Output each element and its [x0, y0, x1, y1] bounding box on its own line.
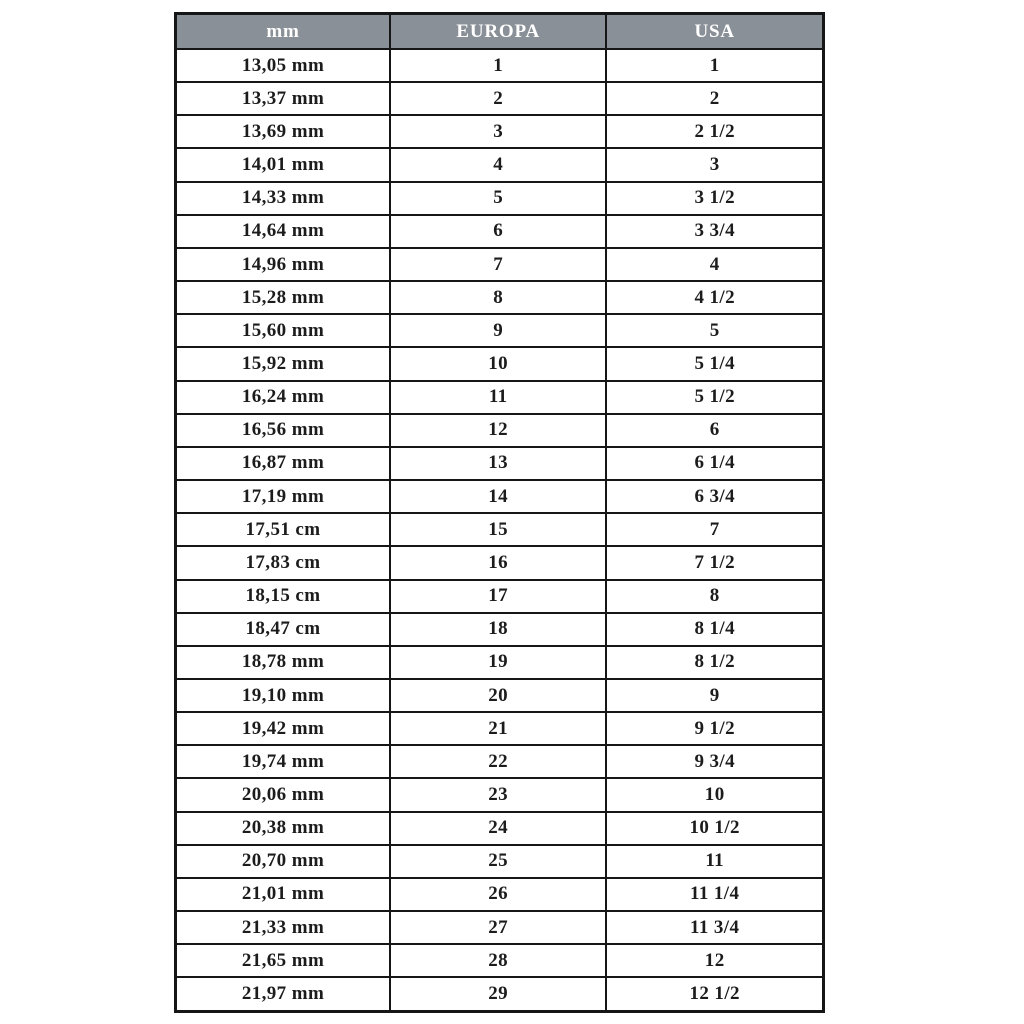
header-cell-europa: EUROPA — [390, 14, 606, 50]
table-row — [176, 381, 824, 414]
cell-mm: 15,92 mm — [176, 347, 390, 380]
table-row — [176, 182, 824, 215]
cell-mm: 13,37 mm — [176, 82, 390, 115]
cell-usa: 2 — [606, 82, 823, 115]
table-row — [176, 347, 824, 380]
table-row — [176, 281, 824, 314]
cell-mm: 19,42 mm — [176, 712, 390, 745]
cell-europa: 19 — [390, 646, 606, 679]
table-row — [176, 944, 824, 977]
cell-europa: 17 — [390, 580, 606, 613]
cell-europa: 12 — [390, 414, 606, 447]
cell-mm: 14,64 mm — [176, 215, 390, 248]
table-row — [176, 878, 824, 911]
cell-europa: 29 — [390, 977, 606, 1011]
cell-usa: 11 — [606, 845, 823, 878]
cell-usa: 6 — [606, 414, 823, 447]
cell-usa: 9 3/4 — [606, 745, 823, 778]
cell-usa: 9 — [606, 679, 823, 712]
cell-europa: 16 — [390, 546, 606, 579]
cell-mm: 21,33 mm — [176, 911, 390, 944]
cell-usa: 12 — [606, 944, 823, 977]
cell-mm: 17,19 mm — [176, 480, 390, 513]
cell-europa: 27 — [390, 911, 606, 944]
cell-usa: 2 1/2 — [606, 115, 823, 148]
cell-usa: 6 3/4 — [606, 480, 823, 513]
cell-usa: 8 1/2 — [606, 646, 823, 679]
cell-europa: 15 — [390, 513, 606, 546]
table-row — [176, 911, 824, 944]
cell-usa: 12 1/2 — [606, 977, 823, 1011]
table-row — [176, 646, 824, 679]
cell-usa: 10 — [606, 778, 823, 811]
cell-mm: 15,60 mm — [176, 314, 390, 347]
cell-usa: 4 1/2 — [606, 281, 823, 314]
cell-europa: 2 — [390, 82, 606, 115]
table-row — [176, 778, 824, 811]
cell-europa: 11 — [390, 381, 606, 414]
cell-usa: 11 3/4 — [606, 911, 823, 944]
header-cell-usa: USA — [606, 14, 823, 50]
cell-europa: 18 — [390, 613, 606, 646]
cell-usa: 11 1/4 — [606, 878, 823, 911]
cell-usa: 1 — [606, 49, 823, 82]
table-row — [176, 414, 824, 447]
cell-europa: 1 — [390, 49, 606, 82]
cell-mm: 20,06 mm — [176, 778, 390, 811]
cell-mm: 21,01 mm — [176, 878, 390, 911]
table-row — [176, 447, 824, 480]
cell-usa: 8 1/4 — [606, 613, 823, 646]
table-row — [176, 679, 824, 712]
cell-usa: 4 — [606, 248, 823, 281]
cell-europa: 5 — [390, 182, 606, 215]
cell-usa: 6 1/4 — [606, 447, 823, 480]
cell-mm: 16,24 mm — [176, 381, 390, 414]
cell-europa: 28 — [390, 944, 606, 977]
cell-usa: 8 — [606, 580, 823, 613]
cell-usa: 3 1/2 — [606, 182, 823, 215]
table-row — [176, 546, 824, 579]
cell-europa: 13 — [390, 447, 606, 480]
table-row — [176, 845, 824, 878]
cell-europa: 8 — [390, 281, 606, 314]
table-row — [176, 613, 824, 646]
cell-europa: 6 — [390, 215, 606, 248]
ring-size-conversion-table — [174, 12, 825, 1013]
cell-usa: 7 1/2 — [606, 546, 823, 579]
cell-mm: 14,96 mm — [176, 248, 390, 281]
table-row — [176, 215, 824, 248]
cell-europa: 23 — [390, 778, 606, 811]
cell-europa: 26 — [390, 878, 606, 911]
cell-mm: 18,15 cm — [176, 580, 390, 613]
table-row — [176, 314, 824, 347]
cell-mm: 13,05 mm — [176, 49, 390, 82]
table-row — [176, 148, 824, 181]
cell-usa: 9 1/2 — [606, 712, 823, 745]
cell-mm: 21,97 mm — [176, 977, 390, 1011]
cell-usa: 10 1/2 — [606, 812, 823, 845]
cell-mm: 21,65 mm — [176, 944, 390, 977]
cell-mm: 16,56 mm — [176, 414, 390, 447]
cell-europa: 24 — [390, 812, 606, 845]
cell-mm: 16,87 mm — [176, 447, 390, 480]
header-row — [176, 14, 824, 50]
table-row — [176, 580, 824, 613]
cell-europa: 22 — [390, 745, 606, 778]
cell-mm: 18,47 cm — [176, 613, 390, 646]
cell-mm: 17,51 cm — [176, 513, 390, 546]
cell-europa: 3 — [390, 115, 606, 148]
cell-mm: 19,10 mm — [176, 679, 390, 712]
cell-usa: 5 1/4 — [606, 347, 823, 380]
table-row — [176, 82, 824, 115]
cell-usa: 5 — [606, 314, 823, 347]
table-row — [176, 115, 824, 148]
cell-mm: 17,83 cm — [176, 546, 390, 579]
cell-mm: 20,38 mm — [176, 812, 390, 845]
cell-mm: 15,28 mm — [176, 281, 390, 314]
cell-usa: 3 3/4 — [606, 215, 823, 248]
cell-europa: 20 — [390, 679, 606, 712]
cell-mm: 18,78 mm — [176, 646, 390, 679]
cell-mm: 19,74 mm — [176, 745, 390, 778]
cell-mm: 13,69 mm — [176, 115, 390, 148]
table-row — [176, 812, 824, 845]
cell-europa: 9 — [390, 314, 606, 347]
cell-europa: 21 — [390, 712, 606, 745]
table-row — [176, 480, 824, 513]
cell-usa: 3 — [606, 148, 823, 181]
table-row — [176, 712, 824, 745]
table-row — [176, 513, 824, 546]
cell-mm: 14,33 mm — [176, 182, 390, 215]
table-body — [176, 49, 824, 1012]
table-row — [176, 248, 824, 281]
cell-europa: 10 — [390, 347, 606, 380]
table-row — [176, 49, 824, 82]
cell-usa: 5 1/2 — [606, 381, 823, 414]
table-row — [176, 745, 824, 778]
table-row — [176, 977, 824, 1011]
cell-europa: 4 — [390, 148, 606, 181]
cell-europa: 25 — [390, 845, 606, 878]
cell-europa: 7 — [390, 248, 606, 281]
cell-usa: 7 — [606, 513, 823, 546]
header-cell-mm: mm — [176, 14, 390, 50]
cell-europa: 14 — [390, 480, 606, 513]
cell-mm: 14,01 mm — [176, 148, 390, 181]
cell-mm: 20,70 mm — [176, 845, 390, 878]
